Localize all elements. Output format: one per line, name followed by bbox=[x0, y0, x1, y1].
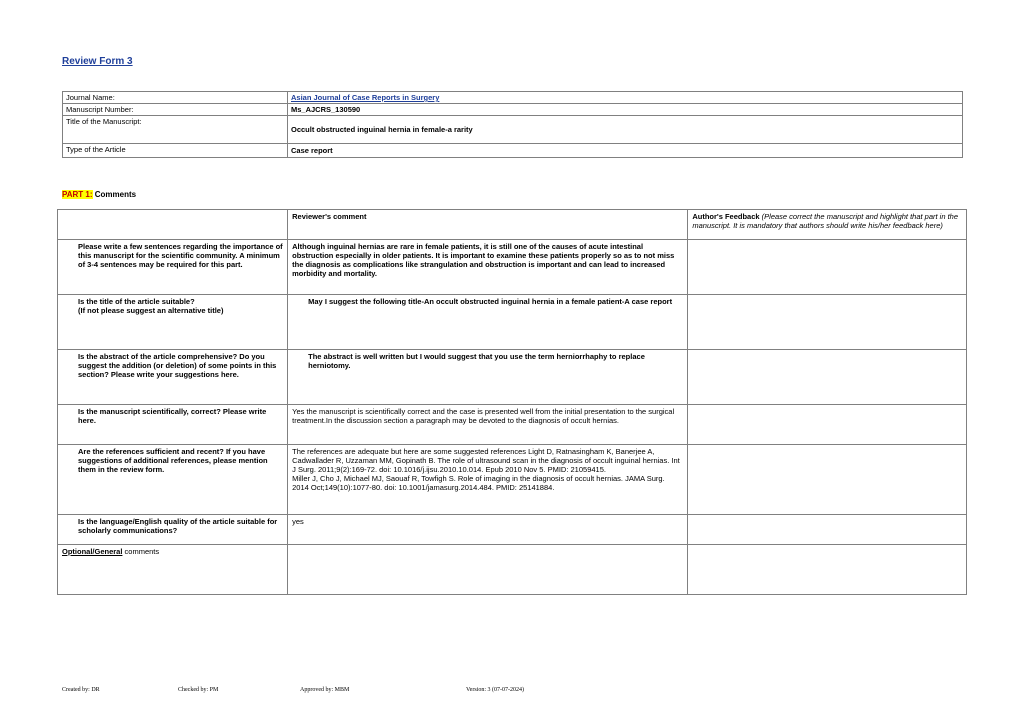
manuscript-number-value: Ms_AJCRS_130590 bbox=[288, 104, 963, 116]
question-abstract: Is the abstract of the article comprehensive? Do you suggest the addition (or deletion) of some points in this section? Please write your suggestions here. bbox=[58, 350, 288, 405]
part-1-suffix: Comments bbox=[92, 190, 137, 199]
comment-abstract: The abstract is well written but I would suggest that you use the term herniorrhaphy to replace herniotomy. bbox=[288, 350, 688, 405]
manuscript-info-table bbox=[62, 91, 963, 158]
author-feedback-cell[interactable] bbox=[688, 405, 967, 445]
comment-scientific: Yes the manuscript is scientifically correct and the case is presented well from the initial presentation to the surgical treatment.In the discussion section a paragraph may be devoted to the diagnosis of occult hernias. bbox=[288, 405, 688, 445]
comment-language: yes bbox=[288, 515, 688, 545]
question-title: Is the title of the article suitable? (If not please suggest an alternative title) bbox=[58, 295, 288, 350]
table-row bbox=[58, 515, 967, 545]
question-references: Are the references sufficient and recent? If you have suggestions of additional references, please mention them in the review form. bbox=[58, 445, 288, 515]
article-type-value: Case report bbox=[288, 144, 963, 158]
optional-comments-label bbox=[58, 545, 288, 595]
journal-link[interactable]: Asian Journal of Case Reports in Surgery bbox=[291, 93, 440, 102]
manuscript-number-label: Manuscript Number: bbox=[63, 104, 288, 116]
author-feedback-cell[interactable] bbox=[688, 240, 967, 295]
author-feedback-cell[interactable] bbox=[688, 445, 967, 515]
reviewer-comment-header: Reviewer's comment bbox=[288, 210, 688, 240]
author-feedback-header bbox=[688, 210, 967, 240]
author-feedback-cell[interactable] bbox=[688, 295, 967, 350]
header-empty-cell bbox=[58, 210, 288, 240]
question-language: Is the language/English quality of the article suitable for scholarly communications? bbox=[58, 515, 288, 545]
journal-label: Journal Name: bbox=[63, 92, 288, 104]
table-row bbox=[58, 350, 967, 405]
footer-version: Version: 3 (07-07-2024) bbox=[466, 687, 524, 693]
table-row bbox=[58, 545, 967, 595]
optional-general-underlined: Optional/General bbox=[62, 547, 123, 556]
comments-header-row bbox=[58, 210, 967, 240]
author-feedback-title: Author's Feedback bbox=[692, 212, 760, 221]
table-row bbox=[58, 240, 967, 295]
comments-table bbox=[57, 209, 967, 595]
comment-references: The references are adequate but here are some suggested references Light D, Ratnasingham K, Banerjee A, Cadwallader R, Uzzaman MM, Gopinath B. The role of ultrasound scan in the diagnosis of occult inguinal hernias. Int J Surg. 2011;9(2):169-72. doi: 10.1016/j.ijsu.2010.10.014. Epub 2010 Nov 5. PMID: 21059415. Miller J, Cho J, Michael MJ, Saouaf R, Towfigh S. Role of imaging in the diagnosis of occult hernias. JAMA Surg. 2014 Oct;149(10):1077-80. doi: 10.1001/jamasurg.2014.484. PMID: 25141884. bbox=[288, 445, 688, 515]
part-1-heading bbox=[62, 190, 136, 199]
footer-created: Created by: DR bbox=[62, 687, 100, 693]
table-row bbox=[58, 445, 967, 515]
author-feedback-cell[interactable] bbox=[688, 350, 967, 405]
footer-approved: Approved by: MBM bbox=[300, 687, 350, 693]
footer-checked: Checked by: PM bbox=[178, 687, 219, 693]
table-row bbox=[58, 295, 967, 350]
comment-importance: Although inguinal hernias are rare in female patients, it is still one of the causes of acute intestinal obstruction especially in older patients. It is important to examine these patients properly so as to not miss the diagnosis as complications like strangulation and obstruction is important and can lead to increased morbidity and mortality. bbox=[288, 240, 688, 295]
comment-title: May I suggest the following title-An occult obstructed inguinal hernia in a female patient-A case report bbox=[288, 295, 688, 350]
author-feedback-cell[interactable] bbox=[688, 515, 967, 545]
question-scientific: Is the manuscript scientifically, correct? Please write here. bbox=[58, 405, 288, 445]
manuscript-title-value: Occult obstructed inguinal hernia in female-a rarity bbox=[288, 116, 963, 144]
author-feedback-cell[interactable] bbox=[688, 545, 967, 595]
question-importance: Please write a few sentences regarding the importance of this manuscript for the scientific community. A minimum of 3-4 sentences may be required for this part. bbox=[58, 240, 288, 295]
article-type-label: Type of the Article bbox=[63, 144, 288, 158]
table-row bbox=[58, 405, 967, 445]
manuscript-title-label: Title of the Manuscript: bbox=[63, 116, 288, 144]
form-title: Review Form 3 bbox=[62, 56, 133, 67]
journal-value-cell bbox=[288, 92, 963, 104]
optional-comments-cell[interactable] bbox=[288, 545, 688, 595]
author-feedback-instructions: (Please correct the manuscript and highlight that part in the manuscript. It is mandatory that authors should write his/her feedback here) bbox=[692, 212, 959, 230]
optional-comments-suffix: comments bbox=[122, 547, 160, 556]
part-1-label: PART 1: bbox=[62, 190, 93, 199]
